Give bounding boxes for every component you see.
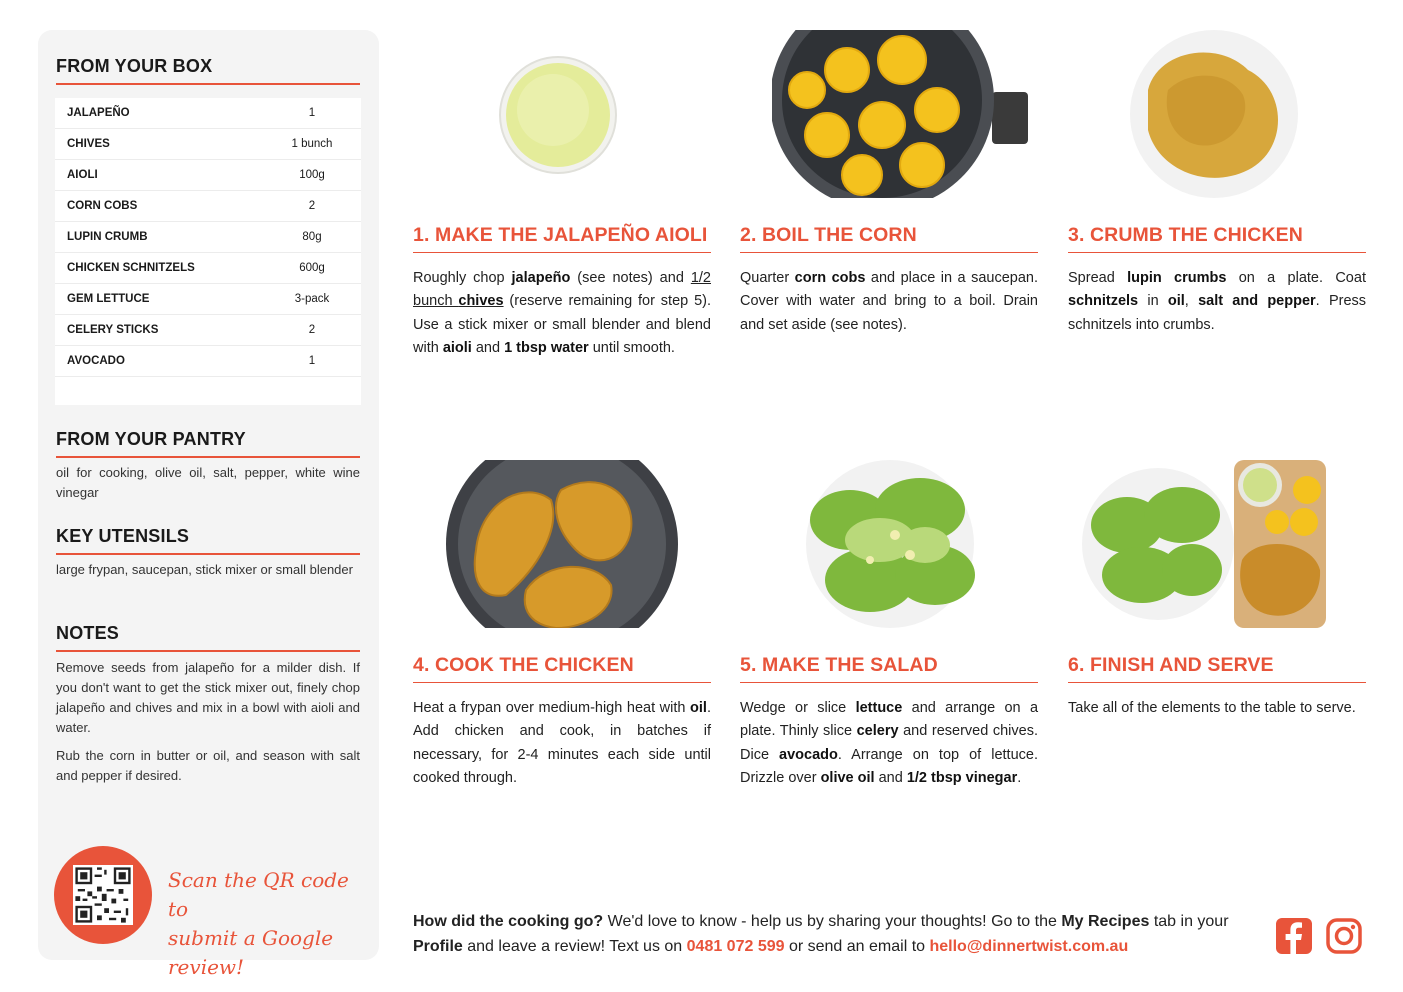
step-3-title: 3. CRUMB THE CHICKEN [1068, 224, 1366, 253]
step-1 [413, 224, 711, 361]
step-5-text: Wedge or slice lettuce and arrange on a plate. Thinly slice celery and reserved chives. Dice avocado. Arrange on top of lettuce. Drizzle over olive oil and 1/2 tbsp vinegar. [740, 700, 1039, 787]
notes-text-1: Remove seeds from jalapeño for a milder dish. If you don't want to get the stick mixer out, finely chop jalapeño and chives and mix in a bowl with aioli and water. [56, 660, 360, 735]
pantry-text: oil for cooking, olive oil, salt, pepper, white wine vinegar [56, 465, 360, 500]
ingredient-name: CELERY STICKS [67, 324, 159, 336]
step-1-text: Roughly chop jalapeño (see notes) and 1/2 bunch chives (reserve remaining for step 5). Use a stick mixer or small blender and blend with aioli and 1 tbsp water until smooth. [413, 270, 711, 357]
ingredient-name: LUPIN CRUMB [67, 231, 148, 243]
sidebar [38, 30, 379, 979]
utensils-title: KEY UTENSILS [56, 526, 360, 555]
footer-review-prompt: How did the cooking go? We'd love to know - help us by sharing your thoughts! Go to the My Recipes tab in your Profile and leave a review! Text us on 0481 072 599 or send an email to hello@dinnertwist.com.au [413, 913, 1229, 955]
step-6-text: Take all of the elements to the table to serve. [1068, 700, 1356, 716]
ingredient-qty: 3-pack [294, 293, 330, 305]
ingredient-name: GEM LETTUCE [67, 293, 150, 305]
table-row [55, 129, 361, 160]
salad-plate-image [800, 460, 990, 628]
table-row [55, 160, 361, 191]
step-3 [1068, 224, 1366, 337]
step-6-title: 6. FINISH AND SERVE [1068, 654, 1366, 683]
aioli-bowl-image [498, 55, 618, 175]
table-row [55, 98, 361, 129]
ingredient-qty: 1 [308, 107, 316, 119]
step-6 [1068, 654, 1366, 720]
ingredient-qty: 2 [308, 200, 316, 212]
frypan-chicken-image [446, 460, 678, 628]
step-5-title: 5. MAKE THE SALAD [740, 654, 1038, 683]
finished-plate-image [1082, 460, 1334, 628]
qr-caption-line-1: Scan the QR code to [168, 868, 349, 921]
ingredient-qty: 2 [308, 324, 316, 336]
qr-code-badge[interactable] [54, 846, 152, 944]
phone-link[interactable]: 0481 072 599 [686, 938, 785, 955]
step-3-text: Spread lupin crumbs on a plate. Coat schnitzels in oil, salt and pepper. Press schnitzels into crumbs. [1068, 270, 1367, 333]
ingredient-name: JALAPEÑO [67, 107, 130, 119]
step-5 [740, 654, 1038, 791]
pantry-title: FROM YOUR PANTRY [56, 429, 360, 458]
instagram-icon[interactable] [1326, 918, 1362, 954]
table-row [55, 253, 361, 284]
ingredient-qty: 100g [299, 169, 325, 181]
crumbed-chicken-image [1128, 30, 1300, 198]
step-2 [740, 224, 1038, 337]
utensils-text: large frypan, saucepan, stick mixer or small blender [56, 562, 353, 577]
qr-caption [168, 866, 368, 982]
step-1-title: 1. MAKE THE JALAPEÑO AIOLI [413, 224, 711, 253]
facebook-icon[interactable] [1276, 918, 1312, 954]
ingredient-name: AIOLI [67, 169, 98, 181]
qr-code-icon [73, 865, 133, 925]
qr-caption-line-2: submit a Google review! [168, 926, 334, 979]
step-4-title: 4. COOK THE CHICKEN [413, 654, 711, 683]
ingredient-qty: 1 [308, 355, 316, 367]
notes-text-2: Rub the corn in butter or oil, and season with salt and pepper if desired. [56, 748, 360, 783]
ingredient-name: AVOCADO [67, 355, 125, 367]
box-ingredients-table [55, 98, 361, 405]
table-row [55, 222, 361, 253]
table-row [55, 315, 361, 346]
notes-title: NOTES [56, 623, 360, 652]
corn-saucepan-image [772, 30, 1030, 198]
table-row [55, 346, 361, 377]
ingredient-name: CORN COBS [67, 200, 138, 212]
step-2-title: 2. BOIL THE CORN [740, 224, 1038, 253]
ingredient-name: CHICKEN SCHNITZELS [67, 262, 195, 274]
step-2-text: Quarter corn cobs and place in a saucepan. Cover with water and bring to a boil. Drain and set aside (see notes). [740, 270, 1039, 333]
email-link[interactable]: hello@dinnertwist.com.au [929, 938, 1129, 955]
ingredient-qty: 80g [302, 231, 322, 243]
step-4-text: Heat a frypan over medium-high heat with oil. Add chicken and cook, in batches if necessary, for 2-4 minutes each side until cooked through. [413, 700, 711, 787]
ingredient-name: CHIVES [67, 138, 110, 150]
table-row [55, 284, 361, 315]
box-title: FROM YOUR BOX [56, 56, 360, 85]
step-4 [413, 654, 711, 791]
ingredient-qty: 600g [299, 262, 325, 274]
ingredient-qty: 1 bunch [291, 138, 333, 150]
table-row [55, 191, 361, 222]
